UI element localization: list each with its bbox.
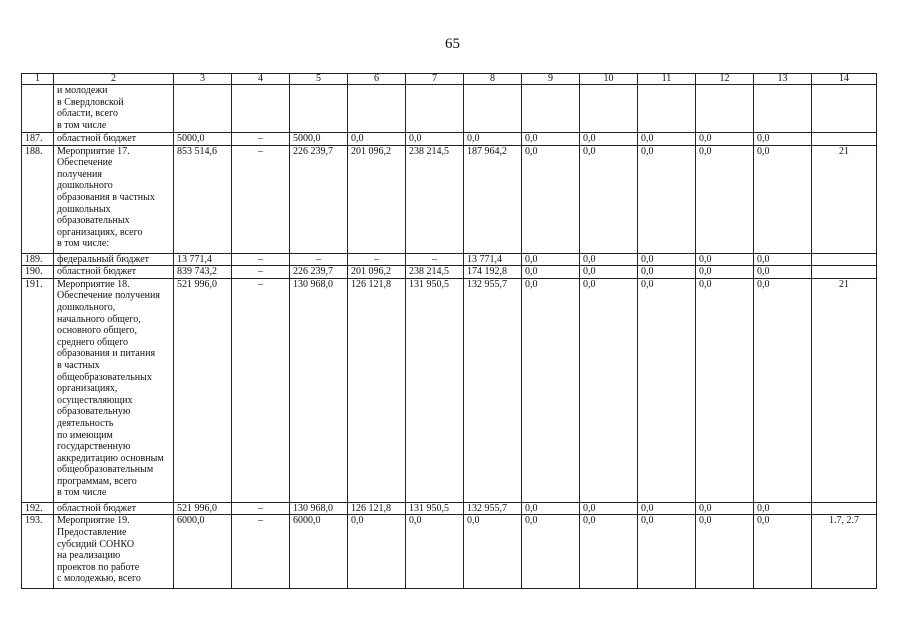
table-cell: 0,0 bbox=[522, 133, 580, 146]
table-cell-reference bbox=[812, 266, 877, 279]
table-cell bbox=[754, 85, 812, 133]
table-cell: 0,0 bbox=[464, 515, 522, 589]
table-row bbox=[22, 278, 877, 502]
column-header: 1 bbox=[22, 74, 54, 85]
row-name: областной бюджет bbox=[54, 266, 174, 279]
row-name: федеральный бюджет bbox=[54, 253, 174, 266]
table-cell: – bbox=[232, 502, 290, 515]
table-cell: 5000,0 bbox=[174, 133, 232, 146]
table-cell: 0,0 bbox=[638, 502, 696, 515]
column-header: 7 bbox=[406, 74, 464, 85]
table-cell-reference: 21 bbox=[812, 278, 877, 502]
table-cell: 132 955,7 bbox=[464, 502, 522, 515]
table-cell: 0,0 bbox=[754, 145, 812, 253]
table-cell: 13 771,4 bbox=[174, 253, 232, 266]
column-header: 4 bbox=[232, 74, 290, 85]
column-header: 10 bbox=[580, 74, 638, 85]
table-cell: 126 121,8 bbox=[348, 278, 406, 502]
table-cell: 0,0 bbox=[754, 266, 812, 279]
table-cell: 0,0 bbox=[580, 515, 638, 589]
column-header: 9 bbox=[522, 74, 580, 85]
table-cell: 0,0 bbox=[580, 145, 638, 253]
table-cell-reference bbox=[812, 133, 877, 146]
row-number: 191. bbox=[22, 278, 54, 502]
column-header: 11 bbox=[638, 74, 696, 85]
table-cell: 0,0 bbox=[754, 502, 812, 515]
table-cell-reference bbox=[812, 85, 877, 133]
table-cell: 131 950,5 bbox=[406, 278, 464, 502]
table-cell: 130 968,0 bbox=[290, 502, 348, 515]
table-cell: 238 214,5 bbox=[406, 266, 464, 279]
table-cell-reference: 1.7, 2.7 bbox=[812, 515, 877, 589]
table-cell: 0,0 bbox=[696, 278, 754, 502]
table-cell: – bbox=[232, 515, 290, 589]
row-number: 193. bbox=[22, 515, 54, 589]
table-cell: 0,0 bbox=[580, 278, 638, 502]
row-number: 190. bbox=[22, 266, 54, 279]
table-cell: 0,0 bbox=[638, 515, 696, 589]
table-cell: 5000,0 bbox=[290, 133, 348, 146]
table-cell-reference: 21 bbox=[812, 145, 877, 253]
table-cell: 0,0 bbox=[580, 133, 638, 146]
row-name: Мероприятие 19. Предоставление субсидий СОНКО на реализацию проектов по работе с молодежью, всего bbox=[54, 515, 174, 589]
table-cell: – bbox=[232, 133, 290, 146]
table-cell: 0,0 bbox=[754, 133, 812, 146]
table-cell-reference bbox=[812, 502, 877, 515]
table-cell: 521 996,0 bbox=[174, 278, 232, 502]
row-name: областной бюджет bbox=[54, 502, 174, 515]
table-cell: – bbox=[290, 253, 348, 266]
table-cell: 0,0 bbox=[522, 515, 580, 589]
row-name: и молодежи в Свердловской области, всего в том числе bbox=[54, 85, 174, 133]
column-header: 5 bbox=[290, 74, 348, 85]
table-cell: 0,0 bbox=[522, 278, 580, 502]
table-cell: 0,0 bbox=[754, 253, 812, 266]
table-cell: 0,0 bbox=[406, 133, 464, 146]
table-cell bbox=[406, 85, 464, 133]
table-cell: 0,0 bbox=[638, 133, 696, 146]
row-name: Мероприятие 17. Обеспечение получения дошкольного образования в частных дошкольных образовательных организациях, всего в том числе: bbox=[54, 145, 174, 253]
page-number: 65 bbox=[445, 36, 460, 52]
table-cell: 187 964,2 bbox=[464, 145, 522, 253]
table-cell: 853 514,6 bbox=[174, 145, 232, 253]
table-cell: 201 096,2 bbox=[348, 145, 406, 253]
table-cell: 0,0 bbox=[696, 253, 754, 266]
table-cell: 0,0 bbox=[580, 266, 638, 279]
column-header: 12 bbox=[696, 74, 754, 85]
table-cell: 0,0 bbox=[638, 266, 696, 279]
table-cell: – bbox=[232, 278, 290, 502]
table-cell: – bbox=[232, 253, 290, 266]
column-header: 8 bbox=[464, 74, 522, 85]
table-cell bbox=[174, 85, 232, 133]
table-cell: 0,0 bbox=[638, 145, 696, 253]
row-number: 192. bbox=[22, 502, 54, 515]
table-cell bbox=[696, 85, 754, 133]
table-cell: 13 771,4 bbox=[464, 253, 522, 266]
table-cell: 130 968,0 bbox=[290, 278, 348, 502]
table-cell: 0,0 bbox=[754, 515, 812, 589]
table-cell: – bbox=[348, 253, 406, 266]
table-cell: – bbox=[232, 145, 290, 253]
table-cell: 0,0 bbox=[522, 253, 580, 266]
row-number bbox=[22, 85, 54, 133]
row-name: Мероприятие 18. Обеспечение получения дошкольного, начального общего, основного общего, среднего общего образования и питания в частных общеобразовательных организациях, осуществляющих образовательную деятельность по имеющим государственную аккредитацию основным общеобразовательным программам, всего в том числе bbox=[54, 278, 174, 502]
table-row bbox=[22, 145, 877, 253]
column-header: 3 bbox=[174, 74, 232, 85]
table-cell: 0,0 bbox=[754, 278, 812, 502]
row-name: областной бюджет bbox=[54, 133, 174, 146]
table-cell: 0,0 bbox=[406, 515, 464, 589]
table-cell: 6000,0 bbox=[174, 515, 232, 589]
table-cell: 0,0 bbox=[696, 502, 754, 515]
column-header: 13 bbox=[754, 74, 812, 85]
table-cell: 0,0 bbox=[638, 253, 696, 266]
table-cell bbox=[464, 85, 522, 133]
table-row bbox=[22, 515, 877, 589]
table-cell: 201 096,2 bbox=[348, 266, 406, 279]
column-header: 2 bbox=[54, 74, 174, 85]
table-cell: 0,0 bbox=[696, 266, 754, 279]
table-cell: 131 950,5 bbox=[406, 502, 464, 515]
table-cell: 226 239,7 bbox=[290, 266, 348, 279]
column-header: 14 bbox=[812, 74, 877, 85]
table-cell: 0,0 bbox=[348, 133, 406, 146]
column-header-row bbox=[22, 74, 877, 85]
table-cell: 0,0 bbox=[696, 515, 754, 589]
table-cell bbox=[522, 85, 580, 133]
row-number: 187. bbox=[22, 133, 54, 146]
table-cell: 0,0 bbox=[464, 133, 522, 146]
table-row bbox=[22, 253, 877, 266]
budget-table bbox=[21, 73, 877, 589]
table-cell bbox=[638, 85, 696, 133]
table-cell: 0,0 bbox=[522, 145, 580, 253]
table-cell: 0,0 bbox=[638, 278, 696, 502]
table-cell: 521 996,0 bbox=[174, 502, 232, 515]
table-cell bbox=[290, 85, 348, 133]
table-cell: 0,0 bbox=[696, 145, 754, 253]
row-number: 188. bbox=[22, 145, 54, 253]
table-cell: 6000,0 bbox=[290, 515, 348, 589]
table-cell: 839 743,2 bbox=[174, 266, 232, 279]
row-number: 189. bbox=[22, 253, 54, 266]
table-cell: 0,0 bbox=[348, 515, 406, 589]
table-cell: 132 955,7 bbox=[464, 278, 522, 502]
table-cell: 226 239,7 bbox=[290, 145, 348, 253]
table-cell: 0,0 bbox=[522, 502, 580, 515]
table-cell bbox=[348, 85, 406, 133]
table-cell-reference bbox=[812, 253, 877, 266]
table-cell bbox=[580, 85, 638, 133]
column-header: 6 bbox=[348, 74, 406, 85]
table-cell: 0,0 bbox=[580, 502, 638, 515]
table-cell: – bbox=[406, 253, 464, 266]
table-cell: 0,0 bbox=[522, 266, 580, 279]
table-cell: 238 214,5 bbox=[406, 145, 464, 253]
table-row bbox=[22, 502, 877, 515]
table-cell bbox=[232, 85, 290, 133]
table-row bbox=[22, 133, 877, 146]
table-row bbox=[22, 266, 877, 279]
table-cell: 0,0 bbox=[696, 133, 754, 146]
table-row bbox=[22, 85, 877, 133]
table-cell: 126 121,8 bbox=[348, 502, 406, 515]
table-cell: 0,0 bbox=[580, 253, 638, 266]
table-cell: – bbox=[232, 266, 290, 279]
table-cell: 174 192,8 bbox=[464, 266, 522, 279]
